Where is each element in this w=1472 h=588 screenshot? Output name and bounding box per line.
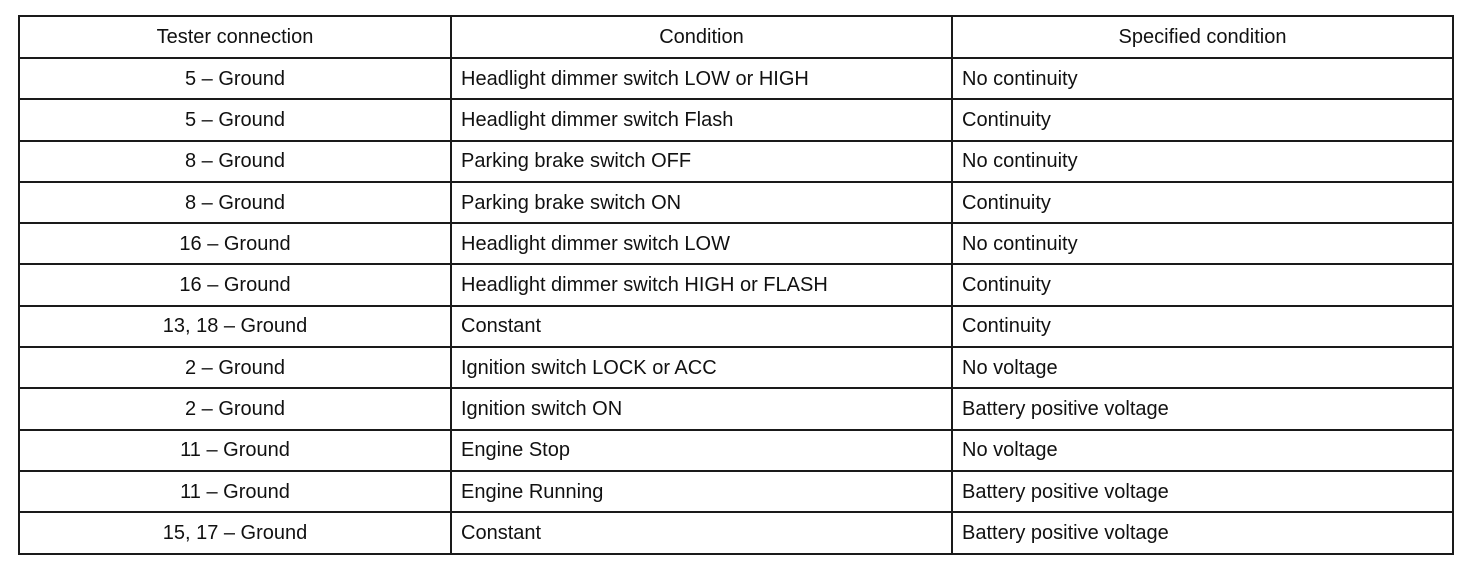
table-row — [19, 388, 1453, 429]
cell-tester-connection: 11 – Ground — [19, 471, 451, 512]
cell-specified-condition: Battery positive voltage — [952, 388, 1453, 429]
header-specified-condition: Specified condition — [952, 16, 1453, 58]
cell-specified-condition: No voltage — [952, 347, 1453, 388]
cell-condition: Parking brake switch ON — [451, 182, 952, 223]
cell-tester-connection: 2 – Ground — [19, 347, 451, 388]
cell-condition: Engine Running — [451, 471, 952, 512]
cell-specified-condition: No voltage — [952, 430, 1453, 471]
table-row — [19, 264, 1453, 305]
table-header — [19, 16, 1453, 58]
cell-tester-connection: 16 – Ground — [19, 223, 451, 264]
cell-specified-condition: Continuity — [952, 306, 1453, 347]
table-row — [19, 430, 1453, 471]
header-condition: Condition — [451, 16, 952, 58]
table-row — [19, 512, 1453, 553]
cell-condition: Headlight dimmer switch LOW or HIGH — [451, 58, 952, 99]
cell-tester-connection: 13, 18 – Ground — [19, 306, 451, 347]
inspection-table — [18, 15, 1454, 555]
table-row — [19, 223, 1453, 264]
table-row — [19, 141, 1453, 182]
header-row — [19, 16, 1453, 58]
cell-specified-condition: Continuity — [952, 182, 1453, 223]
cell-tester-connection: 11 – Ground — [19, 430, 451, 471]
cell-specified-condition: Battery positive voltage — [952, 471, 1453, 512]
cell-tester-connection: 8 – Ground — [19, 141, 451, 182]
cell-specified-condition: No continuity — [952, 223, 1453, 264]
table-row — [19, 306, 1453, 347]
cell-specified-condition: Continuity — [952, 264, 1453, 305]
table-row — [19, 347, 1453, 388]
table-row — [19, 99, 1453, 140]
cell-tester-connection: 2 – Ground — [19, 388, 451, 429]
cell-condition: Parking brake switch OFF — [451, 141, 952, 182]
cell-condition: Headlight dimmer switch Flash — [451, 99, 952, 140]
cell-tester-connection: 5 – Ground — [19, 58, 451, 99]
table-row — [19, 182, 1453, 223]
cell-specified-condition: No continuity — [952, 58, 1453, 99]
table-body — [19, 58, 1453, 554]
cell-condition: Ignition switch LOCK or ACC — [451, 347, 952, 388]
cell-specified-condition: No continuity — [952, 141, 1453, 182]
table-row — [19, 471, 1453, 512]
cell-tester-connection: 16 – Ground — [19, 264, 451, 305]
table-row — [19, 58, 1453, 99]
inspection-table-container — [18, 15, 1452, 555]
cell-tester-connection: 8 – Ground — [19, 182, 451, 223]
cell-specified-condition: Continuity — [952, 99, 1453, 140]
cell-condition: Engine Stop — [451, 430, 952, 471]
header-tester-connection: Tester connection — [19, 16, 451, 58]
cell-condition: Constant — [451, 512, 952, 553]
cell-tester-connection: 15, 17 – Ground — [19, 512, 451, 553]
cell-specified-condition: Battery positive voltage — [952, 512, 1453, 553]
cell-tester-connection: 5 – Ground — [19, 99, 451, 140]
cell-condition: Headlight dimmer switch HIGH or FLASH — [451, 264, 952, 305]
cell-condition: Ignition switch ON — [451, 388, 952, 429]
cell-condition: Constant — [451, 306, 952, 347]
cell-condition: Headlight dimmer switch LOW — [451, 223, 952, 264]
